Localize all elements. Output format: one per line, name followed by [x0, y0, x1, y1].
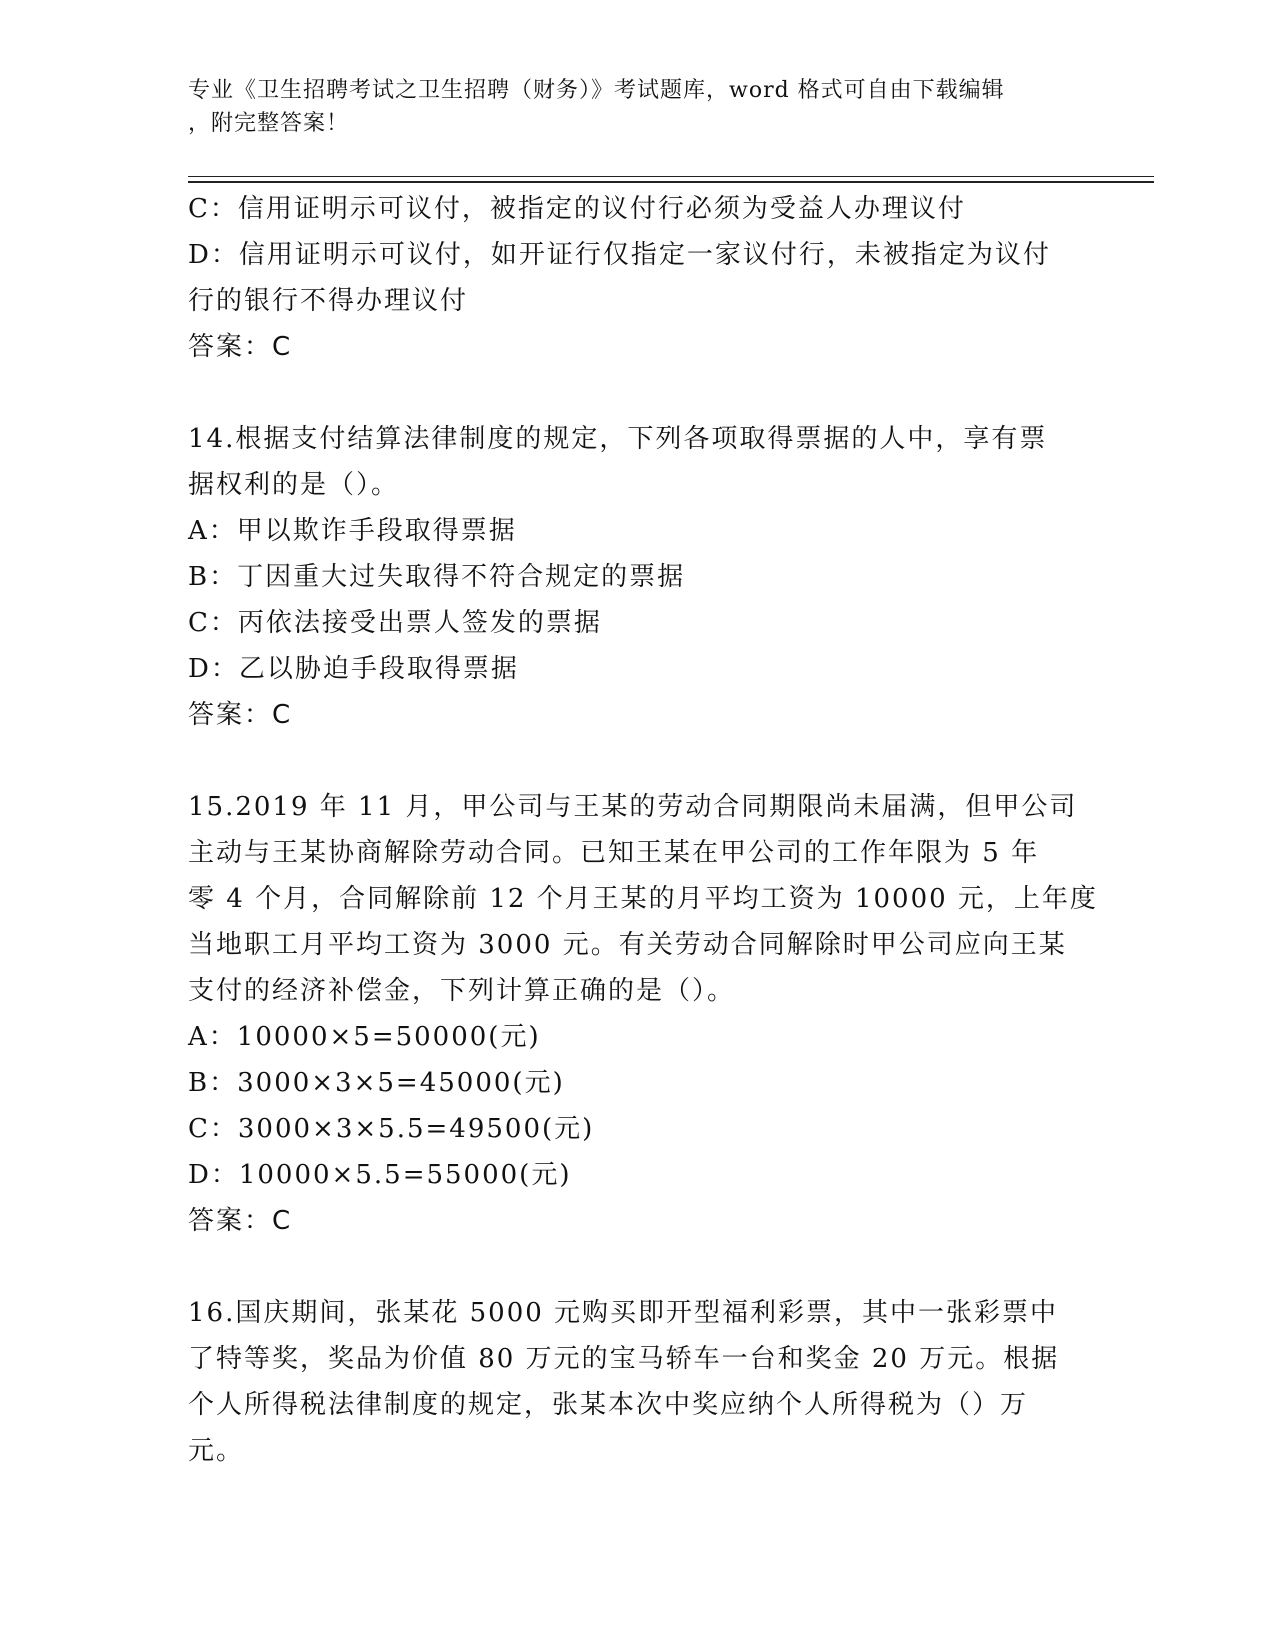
- q15-option-d: D：10000×5.5=55000(元): [188, 1160, 572, 1190]
- q14-option-c: C：丙依法接受出票人签发的票据: [188, 608, 602, 638]
- q14-stem-line-1: 14.根据支付结算法律制度的规定，下列各项取得票据的人中，享有票: [188, 424, 1048, 454]
- header-divider-thin: [188, 176, 1154, 177]
- q14-answer: 答案：C: [188, 700, 293, 730]
- q15-stem-line-2: 主动与王某协商解除劳动合同。已知王某在甲公司的工作年限为 5 年: [188, 838, 1040, 868]
- q14-stem-line-2: 据权利的是（）。: [188, 470, 400, 500]
- header-title-line-2: ，附完整答案！: [188, 111, 350, 136]
- spacer: [188, 370, 1078, 416]
- spacer: [188, 738, 1078, 784]
- q15-stem-line-4: 当地职工月平均工资为 3000 元。有关劳动合同解除时甲公司应向王某: [188, 930, 1067, 960]
- q16-stem-line-3: 个人所得税法律制度的规定，张某本次中奖应纳个人所得税为（）万: [188, 1390, 1029, 1420]
- q16-stem-line-1: 16.国庆期间，张某花 5000 元购买即开型福利彩票，其中一张彩票中: [188, 1298, 1059, 1328]
- q15-stem-line-5: 支付的经济补偿金，下列计算正确的是（）。: [188, 976, 736, 1006]
- q15-stem-line-1: 15.2019 年 11 月，甲公司与王某的劳动合同期限尚未届满，但甲公司: [188, 792, 1078, 822]
- q14-option-d: D：乙以胁迫手段取得票据: [188, 654, 519, 684]
- question-16: [188, 1290, 1078, 1474]
- spacer: [188, 1244, 1078, 1290]
- question-13-tail: [188, 186, 1078, 370]
- q13-option-d-line-2: 行的银行不得办理议付: [188, 286, 469, 316]
- question-content: [188, 186, 1098, 1474]
- question-15: [188, 784, 1098, 1244]
- header-divider-thick: [188, 181, 1154, 183]
- question-14: [188, 416, 1078, 738]
- q14-option-a: A：甲以欺诈手段取得票据: [188, 516, 517, 546]
- q15-option-a: A：10000×5=50000(元): [188, 1022, 541, 1052]
- q13-option-c: C：信用证明示可议付，被指定的议付行必须为受益人办理议付: [188, 194, 966, 224]
- q13-option-d-line-1: D：信用证明示可议付，如开证行仅指定一家议付行，未被指定为议付: [188, 240, 1051, 270]
- q13-answer: 答案：C: [188, 332, 293, 362]
- q15-answer: 答案：C: [188, 1206, 293, 1236]
- document-header: [188, 74, 1068, 140]
- q15-option-b: B：3000×3×5=45000(元): [188, 1068, 565, 1098]
- q16-stem-line-4: 元。: [188, 1436, 245, 1466]
- q14-option-b: B：丁因重大过失取得不符合规定的票据: [188, 562, 686, 592]
- q15-option-c: C：3000×3×5.5=49500(元): [188, 1114, 595, 1144]
- q15-stem-line-3: 零 4 个月，合同解除前 12 个月王某的月平均工资为 10000 元，上年度: [188, 884, 1098, 914]
- q16-stem-line-2: 了特等奖，奖品为价值 80 万元的宝马轿车一台和奖金 20 万元。根据: [188, 1344, 1060, 1374]
- header-title-line-1: 专业《卫生招聘考试之卫生招聘（财务）》考试题库，word 格式可自由下载编辑: [188, 78, 1005, 103]
